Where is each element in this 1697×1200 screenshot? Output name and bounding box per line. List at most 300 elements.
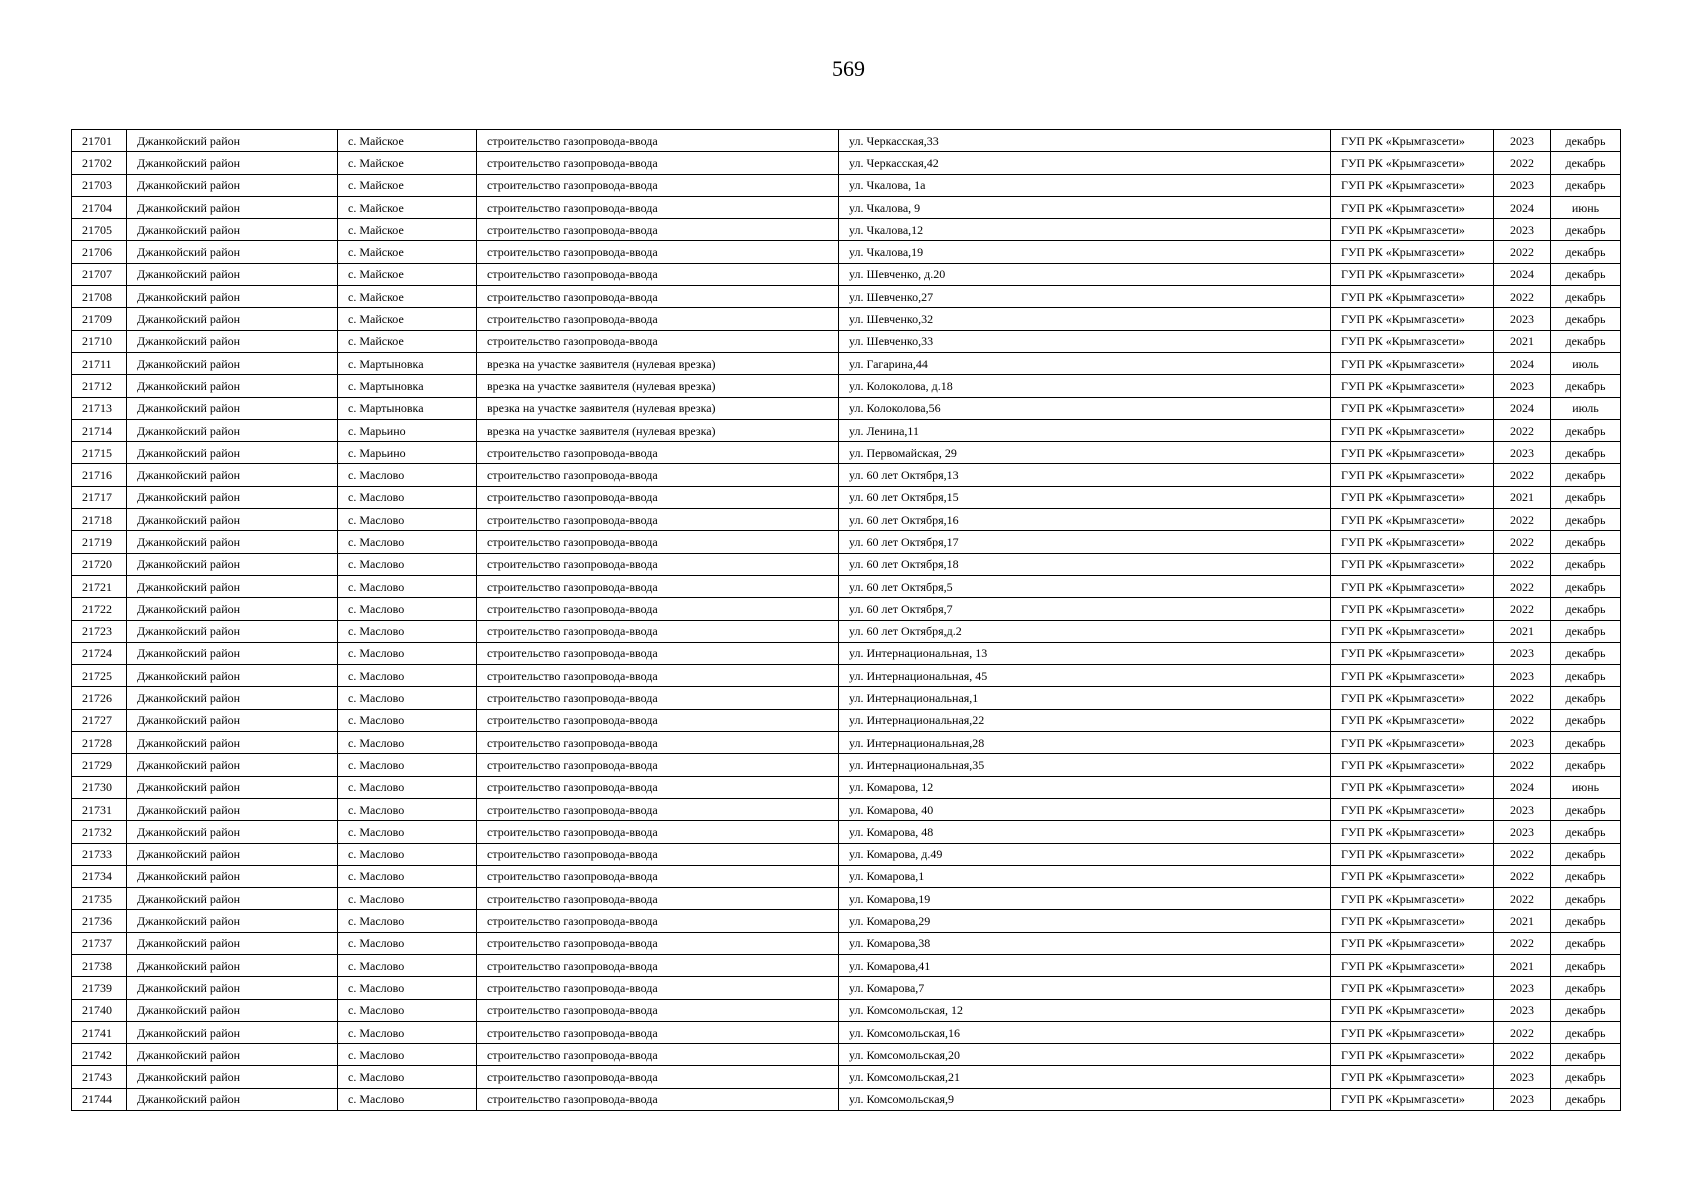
cell-work-type: строительство газопровода-ввода [477, 263, 839, 285]
cell-settlement: с. Майское [338, 308, 477, 330]
cell-month: декабрь [1551, 598, 1621, 620]
cell-organization: ГУП РК «Крымгазсети» [1331, 174, 1494, 196]
table-row [72, 1088, 1621, 1110]
cell-number: 21706 [72, 241, 127, 263]
cell-year: 2024 [1494, 263, 1551, 285]
cell-year: 2022 [1494, 865, 1551, 887]
cell-year: 2022 [1494, 531, 1551, 553]
cell-work-type: строительство газопровода-ввода [477, 308, 839, 330]
cell-month: декабрь [1551, 152, 1621, 174]
cell-settlement: с. Маслово [338, 865, 477, 887]
cell-work-type: строительство газопровода-ввода [477, 732, 839, 754]
cell-work-type: строительство газопровода-ввода [477, 999, 839, 1021]
cell-address: ул. 60 лет Октября,16 [839, 509, 1331, 531]
cell-organization: ГУП РК «Крымгазсети» [1331, 241, 1494, 263]
table-row [72, 620, 1621, 642]
cell-month: декабрь [1551, 330, 1621, 352]
cell-year: 2024 [1494, 776, 1551, 798]
cell-number: 21740 [72, 999, 127, 1021]
cell-month: декабрь [1551, 732, 1621, 754]
cell-year: 2022 [1494, 575, 1551, 597]
cell-address: ул. Колоколова,56 [839, 397, 1331, 419]
table-row [72, 709, 1621, 731]
cell-month: декабрь [1551, 174, 1621, 196]
cell-number: 21725 [72, 665, 127, 687]
cell-number: 21741 [72, 1021, 127, 1043]
cell-district: Джанкойский район [127, 1088, 338, 1110]
table-row [72, 286, 1621, 308]
cell-district: Джанкойский район [127, 954, 338, 976]
cell-district: Джанкойский район [127, 798, 338, 820]
cell-address: ул. Шевченко,27 [839, 286, 1331, 308]
table-row [72, 732, 1621, 754]
cell-year: 2022 [1494, 286, 1551, 308]
cell-number: 21723 [72, 620, 127, 642]
cell-work-type: строительство газопровода-ввода [477, 531, 839, 553]
table-row [72, 932, 1621, 954]
cell-number: 21705 [72, 219, 127, 241]
cell-number: 21701 [72, 130, 127, 152]
cell-number: 21737 [72, 932, 127, 954]
cell-organization: ГУП РК «Крымгазсети» [1331, 932, 1494, 954]
cell-month: декабрь [1551, 1066, 1621, 1088]
cell-number: 21730 [72, 776, 127, 798]
cell-work-type: строительство газопровода-ввода [477, 1044, 839, 1066]
cell-work-type: строительство газопровода-ввода [477, 776, 839, 798]
cell-district: Джанкойский район [127, 241, 338, 263]
cell-month: декабрь [1551, 977, 1621, 999]
table-row [72, 999, 1621, 1021]
cell-work-type: врезка на участке заявителя (нулевая врезка) [477, 375, 839, 397]
cell-district: Джанкойский район [127, 152, 338, 174]
cell-district: Джанкойский район [127, 174, 338, 196]
cell-year: 2022 [1494, 687, 1551, 709]
cell-organization: ГУП РК «Крымгазсети» [1331, 798, 1494, 820]
cell-work-type: строительство газопровода-ввода [477, 598, 839, 620]
table-row [72, 821, 1621, 843]
cell-address: ул. Комарова, 12 [839, 776, 1331, 798]
table-row [72, 330, 1621, 352]
cell-year: 2023 [1494, 1066, 1551, 1088]
cell-district: Джанкойский район [127, 419, 338, 441]
cell-address: ул. Комарова, д.49 [839, 843, 1331, 865]
cell-address: ул. Ленина,11 [839, 419, 1331, 441]
cell-month: декабрь [1551, 687, 1621, 709]
cell-settlement: с. Майское [338, 241, 477, 263]
cell-address: ул. Комарова,1 [839, 865, 1331, 887]
cell-organization: ГУП РК «Крымгазсети» [1331, 954, 1494, 976]
table-row [72, 509, 1621, 531]
cell-work-type: строительство газопровода-ввода [477, 219, 839, 241]
cell-organization: ГУП РК «Крымгазсети» [1331, 865, 1494, 887]
cell-district: Джанкойский район [127, 509, 338, 531]
cell-number: 21735 [72, 888, 127, 910]
cell-work-type: строительство газопровода-ввода [477, 888, 839, 910]
cell-work-type: строительство газопровода-ввода [477, 130, 839, 152]
cell-organization: ГУП РК «Крымгазсети» [1331, 709, 1494, 731]
cell-district: Джанкойский район [127, 709, 338, 731]
cell-organization: ГУП РК «Крымгазсети» [1331, 375, 1494, 397]
table-row [72, 196, 1621, 218]
cell-address: ул. 60 лет Октября,18 [839, 553, 1331, 575]
cell-month: декабрь [1551, 754, 1621, 776]
table-row [72, 910, 1621, 932]
cell-address: ул. Гагарина,44 [839, 352, 1331, 374]
cell-organization: ГУП РК «Крымгазсети» [1331, 1066, 1494, 1088]
cell-month: декабрь [1551, 241, 1621, 263]
cell-number: 21744 [72, 1088, 127, 1110]
cell-organization: ГУП РК «Крымгазсети» [1331, 219, 1494, 241]
cell-work-type: строительство газопровода-ввода [477, 286, 839, 308]
cell-settlement: с. Маслово [338, 999, 477, 1021]
cell-year: 2021 [1494, 620, 1551, 642]
cell-year: 2023 [1494, 130, 1551, 152]
cell-address: ул. Чкалова, 1а [839, 174, 1331, 196]
cell-month: декабрь [1551, 486, 1621, 508]
cell-year: 2022 [1494, 932, 1551, 954]
cell-address: ул. 60 лет Октября,7 [839, 598, 1331, 620]
cell-work-type: строительство газопровода-ввода [477, 152, 839, 174]
cell-number: 21732 [72, 821, 127, 843]
cell-district: Джанкойский район [127, 821, 338, 843]
cell-settlement: с. Маслово [338, 642, 477, 664]
cell-year: 2022 [1494, 709, 1551, 731]
cell-organization: ГУП РК «Крымгазсети» [1331, 1044, 1494, 1066]
cell-number: 21703 [72, 174, 127, 196]
cell-number: 21736 [72, 910, 127, 932]
cell-number: 21739 [72, 977, 127, 999]
cell-address: ул. Комсомольская, 12 [839, 999, 1331, 1021]
table-row [72, 1066, 1621, 1088]
cell-address: ул. Чкалова,12 [839, 219, 1331, 241]
cell-settlement: с. Мартыновка [338, 375, 477, 397]
cell-month: июнь [1551, 196, 1621, 218]
cell-district: Джанкойский район [127, 754, 338, 776]
cell-month: декабрь [1551, 219, 1621, 241]
cell-number: 21727 [72, 709, 127, 731]
cell-work-type: врезка на участке заявителя (нулевая врезка) [477, 352, 839, 374]
cell-month: декабрь [1551, 464, 1621, 486]
table-row [72, 687, 1621, 709]
cell-year: 2023 [1494, 642, 1551, 664]
cell-address: ул. Интернациональная,35 [839, 754, 1331, 776]
cell-work-type: строительство газопровода-ввода [477, 709, 839, 731]
cell-district: Джанкойский район [127, 1021, 338, 1043]
cell-district: Джанкойский район [127, 486, 338, 508]
table-body [72, 130, 1621, 1111]
cell-settlement: с. Марьино [338, 419, 477, 441]
cell-district: Джанкойский район [127, 286, 338, 308]
cell-settlement: с. Маслово [338, 798, 477, 820]
cell-year: 2022 [1494, 241, 1551, 263]
cell-month: декабрь [1551, 1088, 1621, 1110]
cell-district: Джанкойский район [127, 999, 338, 1021]
cell-organization: ГУП РК «Крымгазсети» [1331, 776, 1494, 798]
cell-address: ул. Шевченко,33 [839, 330, 1331, 352]
cell-district: Джанкойский район [127, 263, 338, 285]
cell-address: ул. Интернациональная,28 [839, 732, 1331, 754]
cell-year: 2023 [1494, 1088, 1551, 1110]
cell-organization: ГУП РК «Крымгазсети» [1331, 598, 1494, 620]
cell-month: декабрь [1551, 798, 1621, 820]
cell-address: ул. 60 лет Октября,17 [839, 531, 1331, 553]
cell-month: июль [1551, 352, 1621, 374]
cell-month: декабрь [1551, 865, 1621, 887]
cell-settlement: с. Маслово [338, 709, 477, 731]
cell-district: Джанкойский район [127, 1044, 338, 1066]
cell-organization: ГУП РК «Крымгазсети» [1331, 352, 1494, 374]
cell-year: 2024 [1494, 196, 1551, 218]
cell-settlement: с. Майское [338, 196, 477, 218]
cell-settlement: с. Маслово [338, 575, 477, 597]
cell-number: 21720 [72, 553, 127, 575]
cell-number: 21704 [72, 196, 127, 218]
cell-year: 2021 [1494, 486, 1551, 508]
cell-number: 21726 [72, 687, 127, 709]
cell-settlement: с. Маслово [338, 553, 477, 575]
cell-district: Джанкойский район [127, 1066, 338, 1088]
cell-month: декабрь [1551, 531, 1621, 553]
cell-year: 2023 [1494, 665, 1551, 687]
cell-number: 21702 [72, 152, 127, 174]
table-row [72, 642, 1621, 664]
table-row [72, 397, 1621, 419]
cell-district: Джанкойский район [127, 642, 338, 664]
cell-year: 2022 [1494, 152, 1551, 174]
cell-district: Джанкойский район [127, 910, 338, 932]
cell-settlement: с. Маслово [338, 732, 477, 754]
cell-year: 2022 [1494, 1021, 1551, 1043]
cell-number: 21714 [72, 419, 127, 441]
table-row [72, 865, 1621, 887]
cell-organization: ГУП РК «Крымгазсети» [1331, 531, 1494, 553]
table-row [72, 977, 1621, 999]
cell-work-type: врезка на участке заявителя (нулевая врезка) [477, 419, 839, 441]
cell-work-type: строительство газопровода-ввода [477, 642, 839, 664]
table-row [72, 375, 1621, 397]
cell-work-type: строительство газопровода-ввода [477, 821, 839, 843]
cell-year: 2024 [1494, 397, 1551, 419]
cell-number: 21722 [72, 598, 127, 620]
cell-month: июнь [1551, 776, 1621, 798]
cell-address: ул. Чкалова,19 [839, 241, 1331, 263]
cell-work-type: строительство газопровода-ввода [477, 575, 839, 597]
cell-organization: ГУП РК «Крымгазсети» [1331, 509, 1494, 531]
cell-work-type: строительство газопровода-ввода [477, 977, 839, 999]
cell-settlement: с. Мартыновка [338, 352, 477, 374]
table-row [72, 754, 1621, 776]
cell-month: декабрь [1551, 932, 1621, 954]
cell-district: Джанкойский район [127, 977, 338, 999]
cell-organization: ГУП РК «Крымгазсети» [1331, 977, 1494, 999]
cell-number: 21713 [72, 397, 127, 419]
cell-district: Джанкойский район [127, 375, 338, 397]
table-row [72, 464, 1621, 486]
cell-settlement: с. Майское [338, 130, 477, 152]
cell-settlement: с. Маслово [338, 464, 477, 486]
cell-month: декабрь [1551, 419, 1621, 441]
cell-settlement: с. Маслово [338, 1066, 477, 1088]
table-row [72, 419, 1621, 441]
cell-organization: ГУП РК «Крымгазсети» [1331, 620, 1494, 642]
cell-month: декабрь [1551, 1021, 1621, 1043]
cell-organization: ГУП РК «Крымгазсети» [1331, 1021, 1494, 1043]
cell-address: ул. Черкасская,33 [839, 130, 1331, 152]
cell-number: 21729 [72, 754, 127, 776]
cell-year: 2023 [1494, 308, 1551, 330]
cell-organization: ГУП РК «Крымгазсети» [1331, 130, 1494, 152]
cell-district: Джанкойский район [127, 776, 338, 798]
cell-month: декабрь [1551, 910, 1621, 932]
cell-month: декабрь [1551, 130, 1621, 152]
cell-number: 21716 [72, 464, 127, 486]
cell-month: декабрь [1551, 286, 1621, 308]
cell-year: 2024 [1494, 352, 1551, 374]
cell-address: ул. 60 лет Октября,15 [839, 486, 1331, 508]
cell-address: ул. Комсомольская,20 [839, 1044, 1331, 1066]
cell-number: 21711 [72, 352, 127, 374]
cell-number: 21708 [72, 286, 127, 308]
cell-number: 21707 [72, 263, 127, 285]
cell-district: Джанкойский район [127, 598, 338, 620]
cell-month: декабрь [1551, 709, 1621, 731]
cell-address: ул. Комсомольская,16 [839, 1021, 1331, 1043]
cell-work-type: строительство газопровода-ввода [477, 509, 839, 531]
cell-organization: ГУП РК «Крымгазсети» [1331, 308, 1494, 330]
cell-number: 21724 [72, 642, 127, 664]
cell-settlement: с. Майское [338, 286, 477, 308]
cell-organization: ГУП РК «Крымгазсети» [1331, 1088, 1494, 1110]
cell-district: Джанкойский район [127, 531, 338, 553]
cell-month: декабрь [1551, 509, 1621, 531]
cell-address: ул. 60 лет Октября,5 [839, 575, 1331, 597]
cell-organization: ГУП РК «Крымгазсети» [1331, 999, 1494, 1021]
cell-settlement: с. Маслово [338, 509, 477, 531]
cell-organization: ГУП РК «Крымгазсети» [1331, 575, 1494, 597]
cell-organization: ГУП РК «Крымгазсети» [1331, 910, 1494, 932]
cell-settlement: с. Маслово [338, 932, 477, 954]
cell-work-type: строительство газопровода-ввода [477, 330, 839, 352]
cell-address: ул. Комарова,19 [839, 888, 1331, 910]
cell-settlement: с. Маслово [338, 754, 477, 776]
cell-settlement: с. Маслово [338, 687, 477, 709]
cell-organization: ГУП РК «Крымгазсети» [1331, 821, 1494, 843]
cell-month: июль [1551, 397, 1621, 419]
cell-address: ул. Комарова, 40 [839, 798, 1331, 820]
cell-address: ул. Комсомольская,21 [839, 1066, 1331, 1088]
table-row [72, 486, 1621, 508]
cell-organization: ГУП РК «Крымгазсети» [1331, 843, 1494, 865]
cell-number: 21721 [72, 575, 127, 597]
cell-number: 21738 [72, 954, 127, 976]
cell-address: ул. Черкасская,42 [839, 152, 1331, 174]
cell-month: декабрь [1551, 620, 1621, 642]
cell-month: декабрь [1551, 888, 1621, 910]
cell-organization: ГУП РК «Крымгазсети» [1331, 152, 1494, 174]
cell-district: Джанкойский район [127, 687, 338, 709]
cell-settlement: с. Маслово [338, 977, 477, 999]
cell-year: 2022 [1494, 598, 1551, 620]
cell-work-type: строительство газопровода-ввода [477, 798, 839, 820]
cell-settlement: с. Майское [338, 330, 477, 352]
cell-number: 21717 [72, 486, 127, 508]
gasification-table [71, 129, 1621, 1111]
cell-settlement: с. Майское [338, 174, 477, 196]
cell-address: ул. Интернациональная, 13 [839, 642, 1331, 664]
cell-year: 2023 [1494, 798, 1551, 820]
table-row [72, 954, 1621, 976]
cell-address: ул. Колоколова, д.18 [839, 375, 1331, 397]
cell-settlement: с. Маслово [338, 598, 477, 620]
cell-month: декабрь [1551, 263, 1621, 285]
cell-address: ул. Шевченко,32 [839, 308, 1331, 330]
cell-address: ул. Комарова,41 [839, 954, 1331, 976]
cell-settlement: с. Марьино [338, 442, 477, 464]
table-row [72, 598, 1621, 620]
table-row [72, 308, 1621, 330]
cell-number: 21731 [72, 798, 127, 820]
cell-address: ул. Интернациональная,1 [839, 687, 1331, 709]
cell-district: Джанкойский район [127, 732, 338, 754]
cell-district: Джанкойский район [127, 932, 338, 954]
cell-address: ул. Комарова,7 [839, 977, 1331, 999]
cell-year: 2022 [1494, 509, 1551, 531]
cell-district: Джанкойский район [127, 464, 338, 486]
table-row [72, 352, 1621, 374]
cell-work-type: строительство газопровода-ввода [477, 620, 839, 642]
cell-settlement: с. Маслово [338, 821, 477, 843]
cell-settlement: с. Майское [338, 152, 477, 174]
cell-district: Джанкойский район [127, 553, 338, 575]
table-row [72, 130, 1621, 152]
cell-settlement: с. Маслово [338, 1044, 477, 1066]
cell-work-type: строительство газопровода-ввода [477, 1066, 839, 1088]
cell-address: ул. Чкалова, 9 [839, 196, 1331, 218]
cell-month: декабрь [1551, 575, 1621, 597]
cell-settlement: с. Маслово [338, 1021, 477, 1043]
cell-settlement: с. Маслово [338, 843, 477, 865]
cell-year: 2023 [1494, 219, 1551, 241]
table-row [72, 442, 1621, 464]
cell-year: 2023 [1494, 821, 1551, 843]
cell-organization: ГУП РК «Крымгазсети» [1331, 263, 1494, 285]
cell-settlement: с. Маслово [338, 910, 477, 932]
cell-month: декабрь [1551, 642, 1621, 664]
cell-address: ул. Комарова,38 [839, 932, 1331, 954]
cell-settlement: с. Мартыновка [338, 397, 477, 419]
cell-district: Джанкойский район [127, 397, 338, 419]
cell-year: 2022 [1494, 843, 1551, 865]
cell-year: 2021 [1494, 330, 1551, 352]
cell-address: ул. Шевченко, д.20 [839, 263, 1331, 285]
table-row [72, 798, 1621, 820]
cell-settlement: с. Маслово [338, 486, 477, 508]
table-row [72, 152, 1621, 174]
cell-organization: ГУП РК «Крымгазсети» [1331, 196, 1494, 218]
cell-number: 21733 [72, 843, 127, 865]
cell-district: Джанкойский район [127, 130, 338, 152]
cell-work-type: строительство газопровода-ввода [477, 196, 839, 218]
cell-address: ул. Интернациональная,22 [839, 709, 1331, 731]
cell-work-type: строительство газопровода-ввода [477, 241, 839, 263]
cell-month: декабрь [1551, 999, 1621, 1021]
table-row [72, 1021, 1621, 1043]
cell-district: Джанкойский район [127, 219, 338, 241]
table-row [72, 776, 1621, 798]
cell-district: Джанкойский район [127, 330, 338, 352]
cell-year: 2022 [1494, 754, 1551, 776]
cell-work-type: строительство газопровода-ввода [477, 843, 839, 865]
